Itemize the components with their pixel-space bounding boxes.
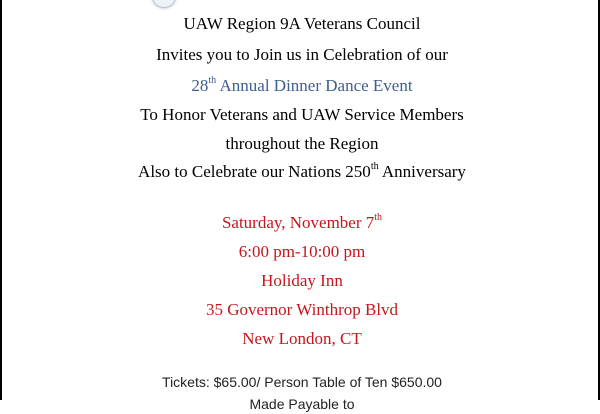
event-date [2, 213, 600, 233]
anniversary-prefix: Also to Celebrate our Nations 250 [138, 162, 371, 181]
event-date-suffix: th [374, 212, 383, 224]
anniversary-rest: Anniversary [378, 162, 466, 181]
event-city: New London, CT [242, 329, 362, 348]
event-date-text: Saturday, November 7 [221, 213, 375, 232]
region-line: throughout the Region [225, 134, 379, 153]
event-time: 6:00 pm-10:00 pm [238, 242, 366, 261]
event-number: 28 [191, 76, 209, 95]
event-number-suffix: th [208, 75, 217, 87]
invite-line: Invites you to Join us in Celebration of our [156, 45, 448, 64]
organization-name: UAW Region 9A Veterans Council [183, 14, 421, 33]
event-title [2, 76, 600, 96]
anniversary-line [2, 162, 600, 182]
event-name: Annual Dinner Dance Event [216, 76, 413, 95]
ticket-pricing: Tickets: $65.00/ Person Table of Ten $650.00 [162, 374, 442, 390]
event-address: 35 Governor Winthrop Blvd [205, 300, 399, 319]
anniversary-suffix: th [370, 161, 379, 173]
event-venue: Holiday Inn [261, 271, 343, 290]
payment-line: Made Payable to [249, 396, 355, 412]
emblem-icon [152, 0, 176, 8]
honor-line: To Honor Veterans and UAW Service Members [140, 105, 464, 124]
